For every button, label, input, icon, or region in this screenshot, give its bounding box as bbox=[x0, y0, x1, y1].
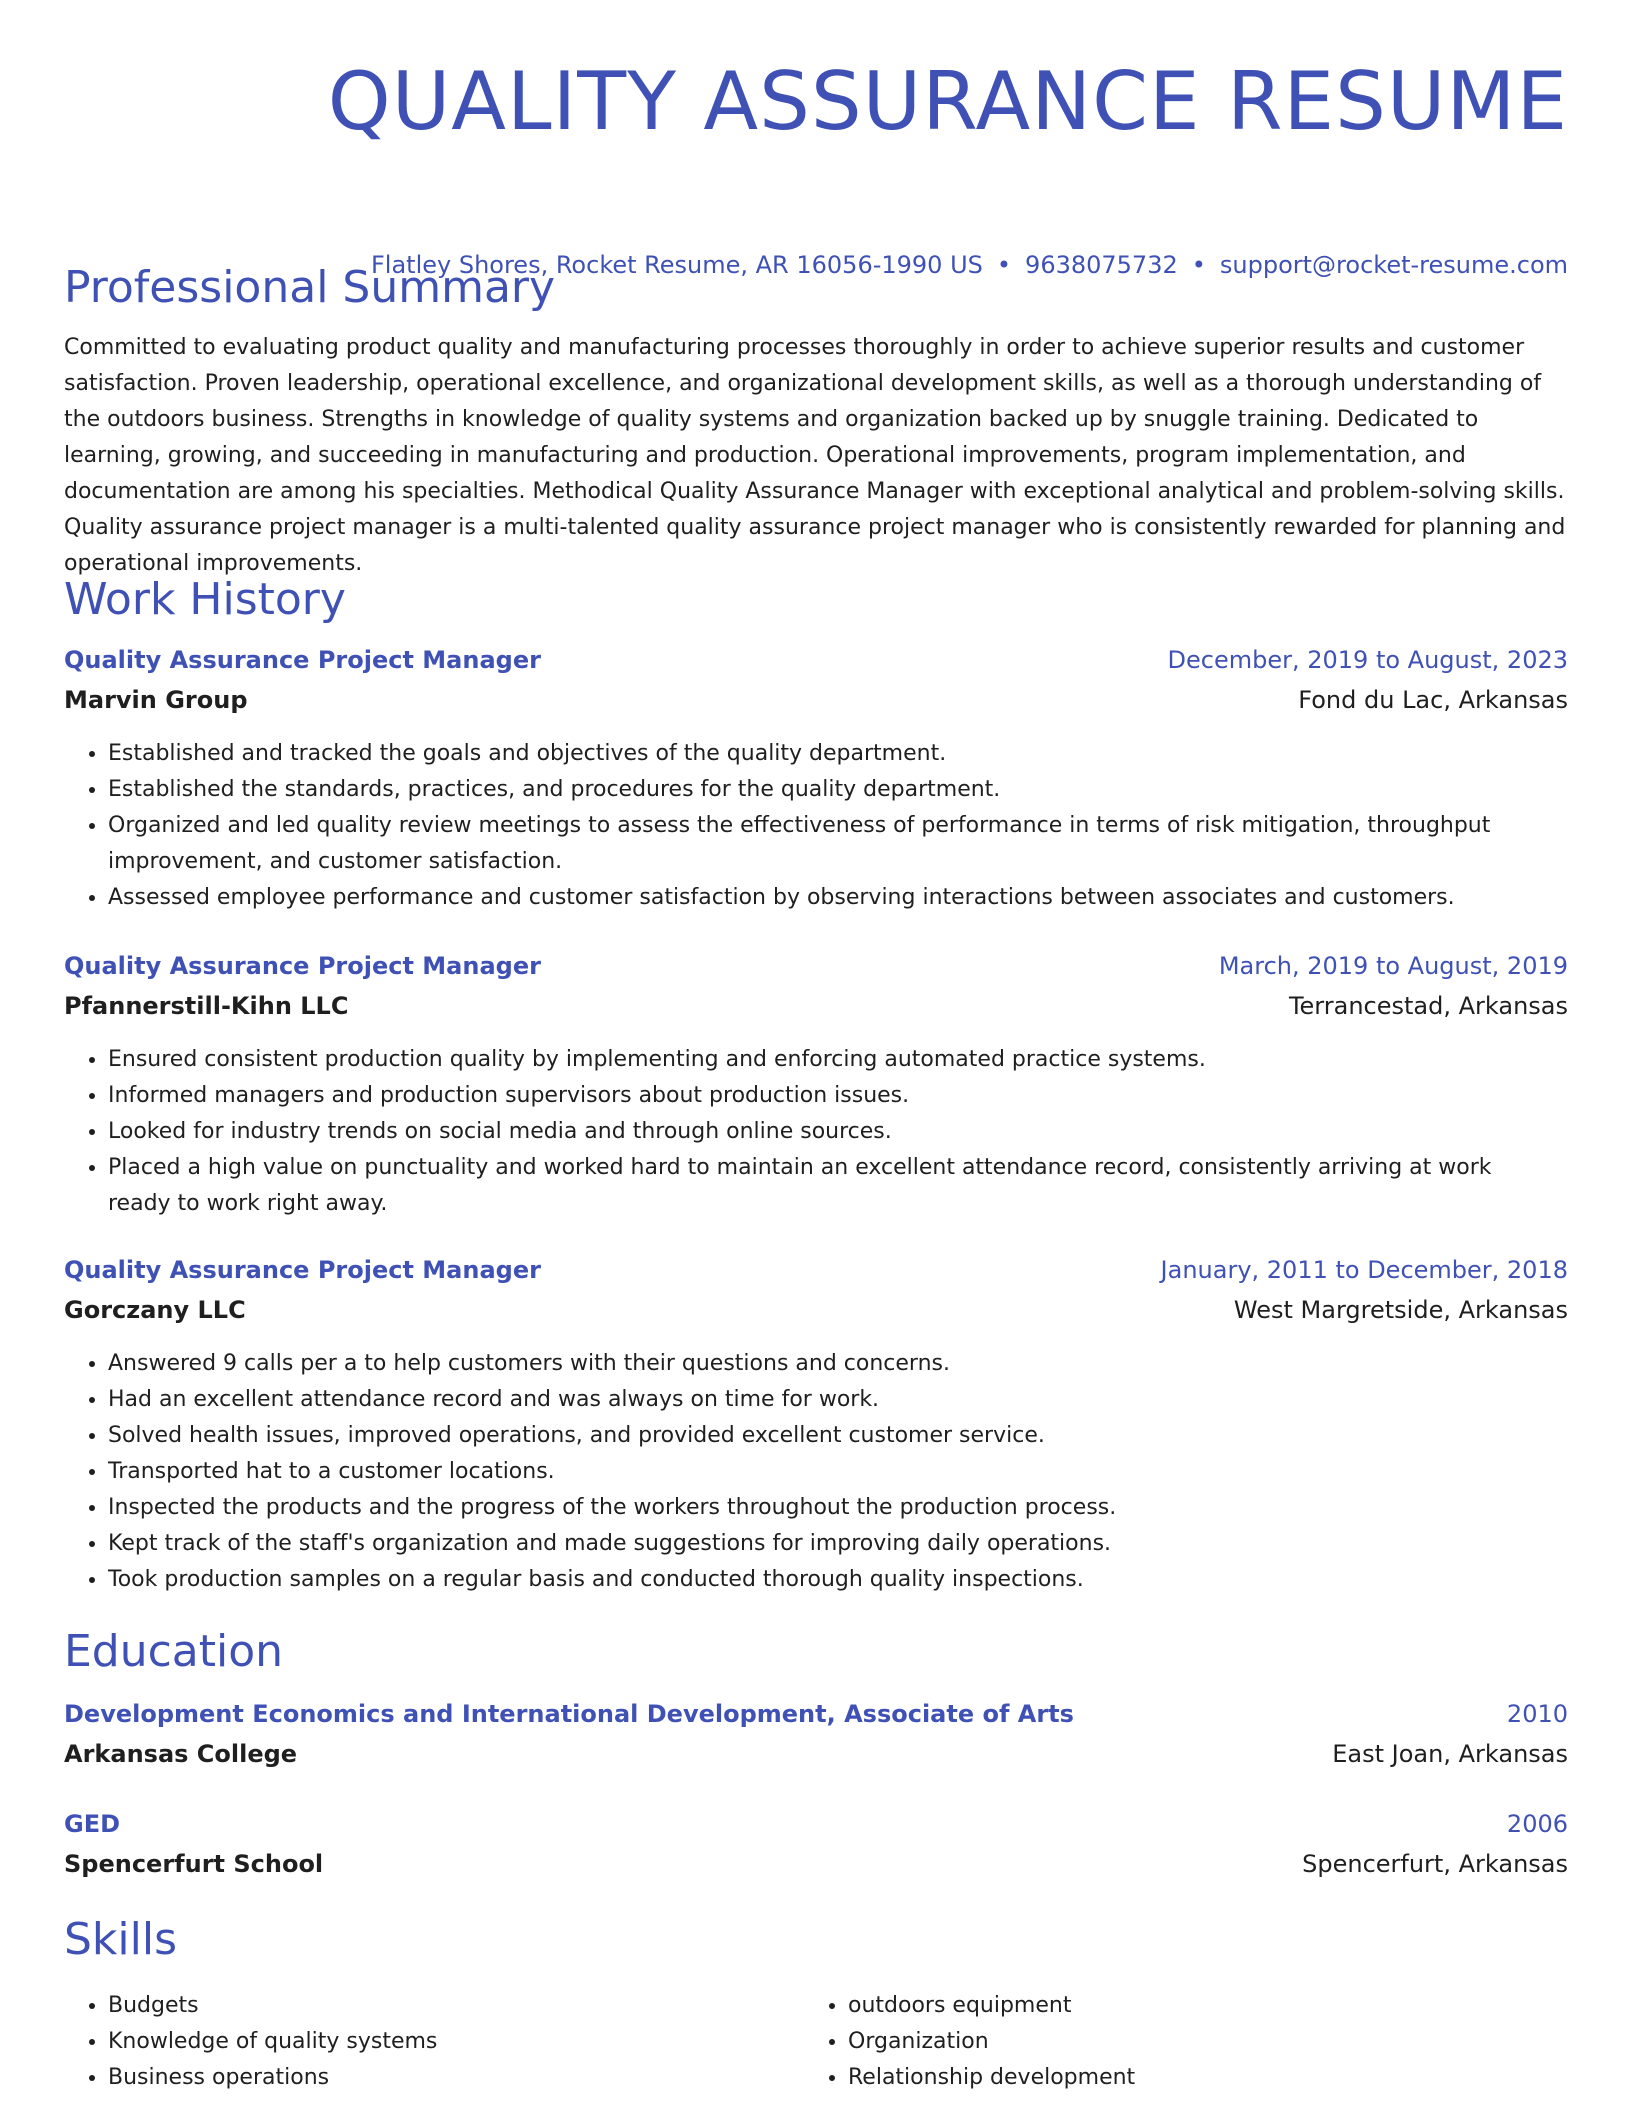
job-title: Quality Assurance Project Manager bbox=[64, 646, 541, 674]
job-bullet: • Had an excellent attendance record and was always on time for work. bbox=[108, 1382, 1548, 1418]
education-header bbox=[64, 1700, 1568, 1728]
section-title-education: Education bbox=[64, 1626, 284, 1677]
job-company: Marvin Group bbox=[64, 686, 248, 714]
education-school-row bbox=[64, 1740, 1568, 1768]
job-company: Pfannerstill-Kihn LLC bbox=[64, 992, 349, 1020]
education-degree: GED bbox=[64, 1810, 121, 1838]
resume-title: QUALITY ASSURANCE RESUME bbox=[327, 55, 1568, 148]
education-degree: Development Economics and International Development, Associate of Arts bbox=[64, 1700, 1074, 1728]
education-header bbox=[64, 1810, 1568, 1838]
skills-list-left bbox=[64, 1988, 808, 2096]
job-bullet: • Ensured consistent production quality by implementing and enforcing automated practice systems. bbox=[108, 1042, 1548, 1078]
skill-item: • Organization bbox=[848, 2024, 1548, 2060]
job-company-row bbox=[64, 992, 1568, 1020]
contact-email[interactable]: support@rocket-resume.com bbox=[1219, 251, 1568, 279]
education-year: 2010 bbox=[1506, 1700, 1568, 1728]
contact-separator: • bbox=[996, 251, 1012, 279]
skill-item: • Knowledge of quality systems bbox=[108, 2024, 808, 2060]
skills-list-right bbox=[804, 1988, 1548, 2096]
job-header bbox=[64, 646, 1568, 674]
job-title: Quality Assurance Project Manager bbox=[64, 952, 541, 980]
job-bullet: • Transported hat to a customer locations. bbox=[108, 1454, 1548, 1490]
job-location: West Margretside, Arkansas bbox=[1233, 1296, 1568, 1324]
skill-item: • Relationship development bbox=[848, 2060, 1548, 2096]
skill-item: • outdoors equipment bbox=[848, 1988, 1548, 2024]
job-bullet: • Assessed employee performance and customer satisfaction by observing interactions between associates and customers. bbox=[108, 880, 1548, 916]
job-location: Terrancestad, Arkansas bbox=[1288, 992, 1568, 1020]
job-header bbox=[64, 1256, 1568, 1284]
job-bullet: • Took production samples on a regular basis and conducted thorough quality inspections. bbox=[108, 1562, 1548, 1598]
contact-address: Flatley Shores, Rocket Resume, AR 16056-1990 US bbox=[370, 251, 983, 279]
job-bullet: • Answered 9 calls per a to help customers with their questions and concerns. bbox=[108, 1346, 1548, 1382]
job-dates: March, 2019 to August, 2019 bbox=[1218, 952, 1568, 980]
job-bullets bbox=[64, 1042, 1548, 1222]
job-company-row bbox=[64, 1296, 1568, 1324]
job-bullet: • Placed a high value on punctuality and worked hard to maintain an excellent attendance record, consistently arriving at work ready to work right away. bbox=[108, 1150, 1548, 1222]
job-bullet: • Inspected the products and the progress of the workers throughout the production process. bbox=[108, 1490, 1548, 1526]
job-bullets bbox=[64, 736, 1548, 916]
section-title-work-history: Work History bbox=[64, 574, 346, 625]
job-header bbox=[64, 952, 1568, 980]
job-company: Gorczany LLC bbox=[64, 1296, 246, 1324]
summary-text: Committed to evaluating product quality and manufacturing processes thoroughly in order to achieve superior results and customer satisfaction. Proven leadership, operational excellence, and organizational development skills, as well as a thorough understanding of the outdoors business. Strengths in knowledge of quality systems and organization backed up by snuggle training. Dedicated to learning, growing, and succeeding in manufacturing and production. Operational improvements, program implementation, and documentation are among his specialties. Methodical Quality Assurance Manager with exceptional analytical and problem-solving skills. Quality assurance project manager is a multi-talented quality assurance project manager who is consistently rewarded for planning and operational improvements. bbox=[64, 335, 1566, 576]
education-school-row bbox=[64, 1850, 1568, 1878]
section-title-skills: Skills bbox=[64, 1914, 178, 1965]
job-bullet: • Organized and led quality review meetings to assess the effectiveness of performance in terms of risk mitigation, throughput improvement, and customer satisfaction. bbox=[108, 808, 1548, 880]
job-bullet: • Solved health issues, improved operations, and provided excellent customer service. bbox=[108, 1418, 1548, 1454]
education-location: East Joan, Arkansas bbox=[1332, 1740, 1568, 1768]
education-school: Spencerfurt School bbox=[64, 1850, 324, 1878]
job-dates: January, 2011 to December, 2018 bbox=[1160, 1256, 1568, 1284]
job-bullets bbox=[64, 1346, 1548, 1598]
job-location: Fond du Lac, Arkansas bbox=[1298, 686, 1568, 714]
job-bullet: • Established and tracked the goals and objectives of the quality department. bbox=[108, 736, 1548, 772]
job-dates: December, 2019 to August, 2023 bbox=[1167, 646, 1568, 674]
skill-item: • Business operations bbox=[108, 2060, 808, 2096]
job-bullet: • Kept track of the staff's organization and made suggestions for improving daily operations. bbox=[108, 1526, 1548, 1562]
education-year: 2006 bbox=[1506, 1810, 1568, 1838]
education-location: Spencerfurt, Arkansas bbox=[1302, 1850, 1568, 1878]
section-title-summary: Professional Summary bbox=[64, 262, 556, 313]
contact-phone: 9638075732 bbox=[1025, 251, 1178, 279]
job-bullet: • Informed managers and production supervisors about production issues. bbox=[108, 1078, 1548, 1114]
contact-separator: • bbox=[1191, 251, 1206, 279]
skill-item: • Budgets bbox=[108, 1988, 808, 2024]
job-bullet: • Established the standards, practices, and procedures for the quality department. bbox=[108, 772, 1548, 808]
job-company-row bbox=[64, 686, 1568, 714]
job-title: Quality Assurance Project Manager bbox=[64, 1256, 541, 1284]
job-bullet: • Looked for industry trends on social media and through online sources. bbox=[108, 1114, 1548, 1150]
education-school: Arkansas College bbox=[64, 1740, 298, 1768]
